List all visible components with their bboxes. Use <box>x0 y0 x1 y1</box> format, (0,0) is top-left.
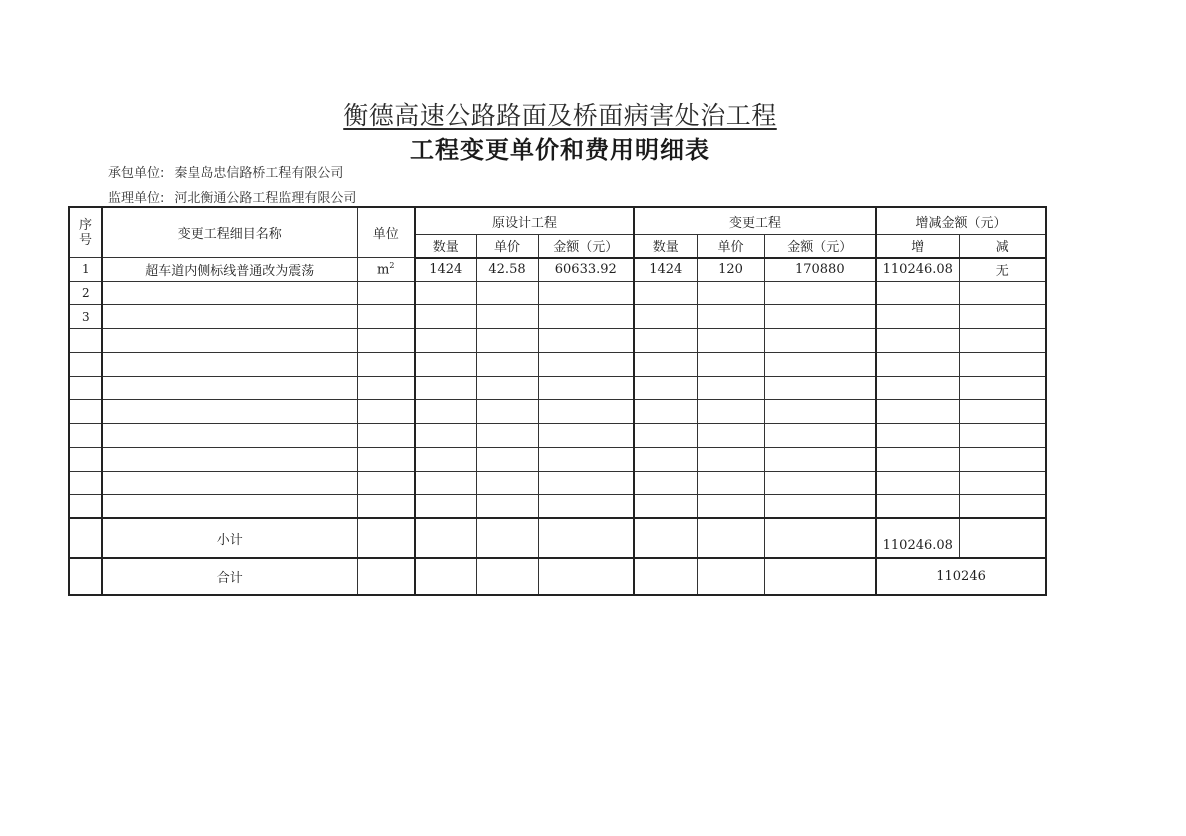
orig-amount-cell: 60633.92 <box>538 258 634 282</box>
table-row <box>69 258 1046 282</box>
header-row-1 <box>69 207 1046 235</box>
subtotal-increase: 110246.08 <box>876 518 959 557</box>
cost-detail-table <box>68 206 1047 596</box>
subtotal-label: 小计 <box>102 518 357 557</box>
orig-price-header: 单价 <box>476 235 538 258</box>
table-title: 工程变更单价和费用明细表 <box>410 136 710 164</box>
table-row <box>69 495 1046 519</box>
increase-cell: 110246.08 <box>876 258 959 282</box>
total-row <box>69 558 1046 595</box>
seq-cell: 2 <box>69 281 102 305</box>
table-row <box>69 305 1046 329</box>
seq-cell: 3 <box>69 305 102 329</box>
supervisor-line <box>108 187 356 206</box>
project-title: 衡德高速公路路面及桥面病害处治工程 <box>343 101 777 130</box>
contractor-label: 承包单位: <box>108 166 165 181</box>
decrease-header: 减 <box>959 235 1046 258</box>
chg-amount-header: 金额（元） <box>764 235 876 258</box>
supervisor-label: 监理单位: <box>108 191 165 206</box>
table-row <box>69 329 1046 353</box>
total-value: 110246 <box>876 558 1046 595</box>
seq-header: 序号 <box>69 207 102 258</box>
contractor-line <box>108 162 343 181</box>
decrease-cell: 无 <box>959 258 1046 282</box>
subtotal-row <box>69 518 1046 557</box>
table-row <box>69 424 1046 448</box>
table-row <box>69 352 1046 376</box>
chg-amount-cell: 170880 <box>764 258 876 282</box>
total-label: 合计 <box>102 558 357 595</box>
table-row <box>69 400 1046 424</box>
increase-header: 增 <box>876 235 959 258</box>
changed-header: 变更工程 <box>634 207 876 235</box>
orig-price-cell: 42.58 <box>476 258 538 282</box>
item-name-cell: 超车道内侧标线普通改为震荡 <box>102 258 357 282</box>
table-row <box>69 376 1046 400</box>
table-row <box>69 447 1046 471</box>
item-name-header: 变更工程细目名称 <box>102 207 357 258</box>
original-header: 原设计工程 <box>415 207 634 235</box>
seq-cell: 1 <box>69 258 102 282</box>
chg-qty-header: 数量 <box>634 235 697 258</box>
supervisor-value: 河北衡通公路工程监理有限公司 <box>174 191 357 206</box>
orig-amount-header: 金额（元） <box>538 235 634 258</box>
chg-price-cell: 120 <box>697 258 764 282</box>
chg-price-header: 单价 <box>697 235 764 258</box>
table-row <box>69 281 1046 305</box>
table-row <box>69 471 1046 495</box>
unit-cell: $m^2$ <box>357 258 415 282</box>
chg-qty-cell: 1424 <box>634 258 697 282</box>
contractor-value: 秦皇岛忠信路桥工程有限公司 <box>174 166 344 181</box>
orig-qty-cell: 1424 <box>415 258 476 282</box>
orig-qty-header: 数量 <box>415 235 476 258</box>
diff-header: 增减金额（元） <box>876 207 1046 235</box>
unit-header: 单位 <box>357 207 415 258</box>
